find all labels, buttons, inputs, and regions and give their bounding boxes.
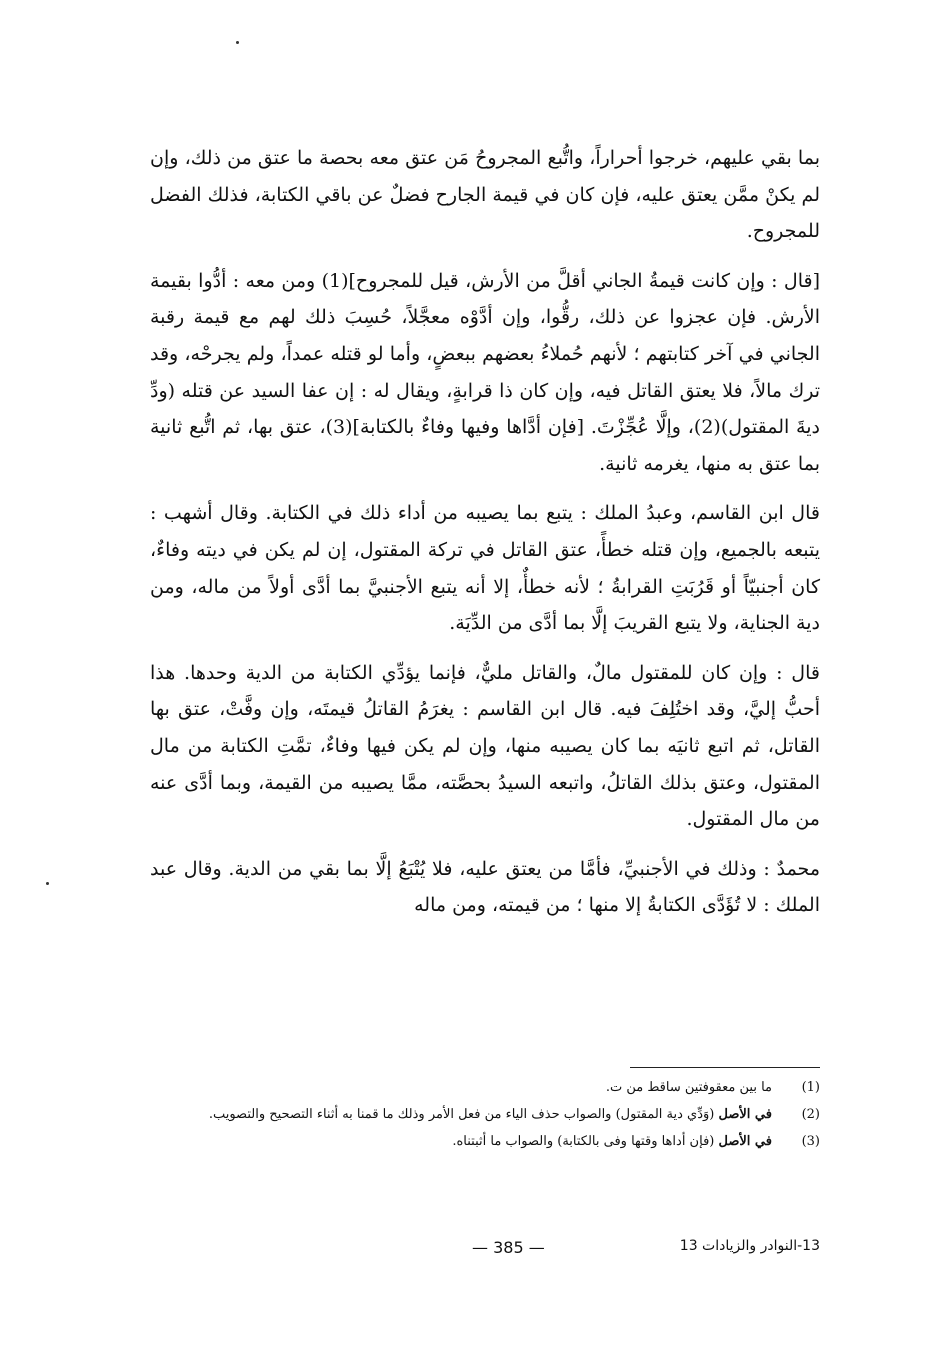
main-text: [150, 140, 820, 937]
footnote: [140, 1128, 820, 1155]
paragraph: بما بقي عليهم، خرجوا أحراراً، واتُّبع المجروحُ مَن عتق معه بحصة ما عتق من ذلك، وإن لم يكنْ ممَّن يعتق عليه، فإن كان في قيمة الجارح فضلٌ عن باقي الكتابة، فذلك الفضل للمجروح.: [150, 147, 820, 243]
footnote: [140, 1101, 820, 1128]
footnote-text: [140, 1101, 772, 1128]
footnote-lead: في الأصل: [718, 1107, 772, 1122]
scan-speck: [236, 41, 239, 44]
footnote-lead: في الأصل: [718, 1134, 772, 1149]
footnote-body: (فإن أداها وقتها وفى بالكتابة) والصواب ما أثبتناه.: [452, 1134, 719, 1149]
footnote-body: (وَدِّي دية المقتول) والصواب حذف الياء من فعل الأمر وذلك ما قمنا به أثناء التصحيح والتصويب.: [208, 1107, 719, 1122]
page-number: — 385 —: [472, 1238, 545, 1257]
footnote-number: (2): [801, 1107, 820, 1122]
paragraph: قال : وإن كان للمقتول مالٌ، والقاتل مليٌّ، فإنما يؤدِّي الكتابة من الدية وحدها. هذا أحبُّ إليَّ، وقد اختُلِفَ فيه. قال ابن القاسم : يغرَمُ القاتلُ قيمتَه، وإن وفَّتْ، عتق بها القاتل، ثم اتبع ثانيَه بما كان يصيبه منها، وإن لم يكن فيها وفاءٌ، تمَّتِ الكتابة من مال المقتول، وعتق بذلك القاتلُ، واتبعه السيدُ بحصَّته، ممَّا يصيبه من القيمة، وبما أدَّى عنه من مال المقتول.: [150, 661, 820, 831]
footnote-text: [140, 1128, 772, 1155]
footnote-text: [140, 1074, 772, 1101]
footnotes: [140, 1074, 820, 1155]
paragraph: [قال : وإن كانت قيمةُ الجاني أقلَّ من الأرش، قيل للمجروح](1) ومن معه : أدُّوا بقيمة الأرش. فإن عجزوا عن ذلك، رقُّوا، وإن أدَّوْه معجَّلاً، حُسِبَ ذلك لهم مع قيمة رقبة الجاني في آخر كتابتهم ؛ لأنهم حُملاءُ بعضهم ببعضٍ، وأما لو قتله عمداً، ولم يجرحْه، وقد ترك مالاً، فلا يعتق القاتل فيه، وإن كان ذا قرابةٍ، ويقال له : إن عفا السيد عن قتله (ودِّ ديةَ المقتول)(2)، وإلَّا عُجِّزْتَ. [فإن أدَّاها وفيها وفاءٌ بالكتابة](3)، عتق بها، ثم اتُّبع ثانية بما عتق به منها، يغرمه ثانية.: [150, 269, 821, 475]
paragraph: محمدٌ : وذلك في الأجنبيِّ، فأمَّا من يعتق عليه، فلا يُتْبَعُ إلَّا بما بقي من الدية. وقال عبد الملك : لا تُؤَدَّى الكتابةُ إلا منها ؛ من قيمته، ومن ماله: [150, 857, 820, 917]
footnote-number: (1): [801, 1080, 820, 1095]
footnote-number: (3): [801, 1134, 820, 1149]
footnote-body: ما بين معقوفتين ساقط من ت.: [605, 1080, 772, 1095]
paragraph: قال ابن القاسم، وعبدُ الملك : يتبع بما يصيبه من أداء ذلك في الكتابة. وقال أشهب : يتبعه بالجميع، وإن قتله خطأً، عتق القاتل في تركة المقتول، إن لم يكن في ديته وفاءٌ، كان أجنبيّاً أو قَرُبَتِ القرابةُ ؛ لأنه خطأٌ، إلا أنه يتبع الأجنبيَّ بما أدَّى أولاً من ماله، ومن دية الجناية، ولا يتبع القريبَ إلَّا بما أدَّى من الدِّيَة.: [150, 502, 820, 635]
footnote-separator: [630, 1067, 820, 1068]
page-footer: [150, 1238, 820, 1262]
signature-mark: 13-النوادر والزيادات 13: [679, 1238, 820, 1254]
footnote: [140, 1074, 820, 1101]
scan-speck: [46, 882, 49, 885]
